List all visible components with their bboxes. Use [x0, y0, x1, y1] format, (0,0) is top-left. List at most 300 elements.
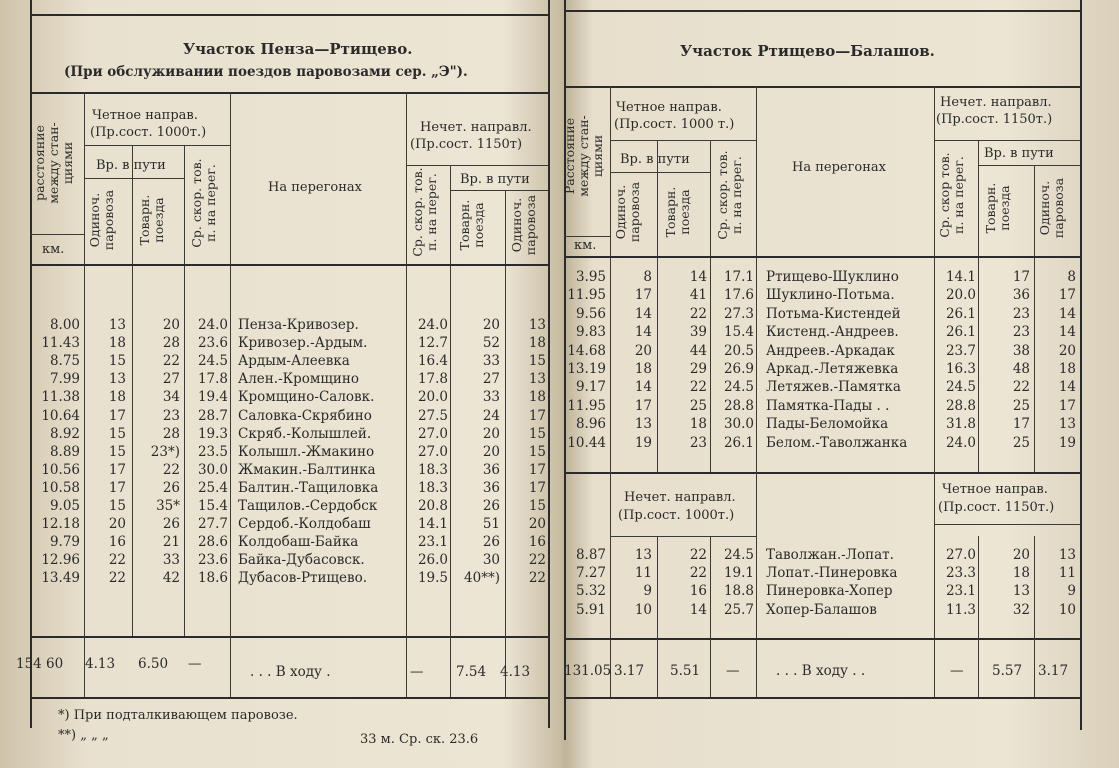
- freight-time-cell: 22: [689, 547, 707, 563]
- odd-speed-cell: 23.1: [417, 534, 448, 551]
- travel-time-header: Вр. в пути: [620, 152, 690, 167]
- freight-time-cell: 28: [162, 335, 180, 352]
- bottom-rule: [30, 697, 550, 699]
- freight-time-cell: 34: [162, 389, 180, 406]
- odd-freight-cell: 26: [482, 534, 500, 551]
- odd-speed-cell: 16.3: [945, 361, 976, 377]
- avg-speed-cell: 17.1: [723, 269, 754, 285]
- odd-speed-cell: 18.3: [417, 479, 448, 496]
- section-title: Участок Ртищево—Балашов.: [680, 42, 935, 60]
- odd-single-cell: 17: [1058, 287, 1076, 304]
- odd-single-cell: 15: [528, 425, 546, 442]
- section-title: Участок Пенза—Ртищево.: [183, 40, 413, 58]
- top-rule: [564, 10, 1082, 12]
- odd-speed-cell: 11.3: [945, 601, 976, 618]
- stretch-name-cell: Скряб.-Колышлей.: [238, 425, 372, 442]
- freight-time-cell: 23*): [150, 443, 180, 460]
- freight-header: Товарн. поезда: [663, 186, 692, 238]
- avg-speed-cell: 30.0: [197, 461, 228, 478]
- single-time-cell: 19: [634, 434, 652, 451]
- distance-cell: 11.38: [41, 389, 80, 406]
- stretch-name-cell: Дубасов-Ртищево.: [238, 570, 368, 587]
- single-time-cell: 17: [108, 479, 126, 496]
- freight-time-cell: 29: [689, 361, 707, 377]
- stretch-name-cell: Летяжев.-Памятка: [766, 379, 901, 396]
- col-divider: [184, 145, 185, 637]
- single-time-cell: 14: [634, 305, 652, 322]
- freight-time-cell: 33: [162, 552, 180, 569]
- total-distance: 154 60: [16, 656, 64, 672]
- odd-freight-cell: 33: [482, 389, 500, 406]
- odd-direction-header-2: Нечет. направл.: [624, 490, 736, 505]
- col-divider: [978, 140, 979, 472]
- col-divider: [756, 472, 757, 698]
- odd-freight-cell: 25: [1012, 397, 1030, 414]
- odd-speed-cell: 28.8: [945, 397, 976, 414]
- single-time-cell: 11: [634, 565, 652, 582]
- odd-freight-cell: 20: [482, 443, 500, 460]
- odd-composition-header-2: (Пр.сост. 1000т.): [618, 508, 735, 523]
- stretch-name-cell: Колышл.-Жмакино: [238, 443, 375, 460]
- avg-speed-cell: 26.9: [723, 361, 754, 377]
- avg-speed-cell: 28.8: [723, 397, 754, 414]
- odd-avg-speed-header: Ср. скор. тов. п. на перег.: [410, 167, 439, 257]
- total-speed: —: [726, 663, 740, 679]
- col-divider: [1034, 165, 1035, 472]
- header-rule: [84, 145, 230, 146]
- single-time-cell: 13: [634, 416, 652, 433]
- odd-freight-cell: 36: [1012, 287, 1030, 304]
- odd-speed-cell: 12.7: [417, 335, 448, 352]
- odd-speed-cell: 20.0: [417, 389, 448, 406]
- freight-time-cell: 21: [162, 534, 180, 551]
- right-page: [560, 0, 1119, 768]
- avg-speed-cell: 15.4: [197, 498, 228, 514]
- odd-freight-header: Товарн. поезда: [457, 199, 486, 251]
- stretch-name-cell: Ртищево-Шуклино: [766, 269, 899, 285]
- odd-speed-cell: 31.8: [945, 416, 976, 433]
- odd-speed-cell: 27.5: [417, 407, 448, 424]
- odd-travel-time-header: Вр. в пути: [984, 146, 1054, 161]
- even-composition-header: (Пр.сост. 1000т.): [90, 125, 207, 140]
- km-header: км.: [42, 242, 65, 257]
- avg-speed-cell: 24.0: [197, 317, 228, 333]
- odd-single-cell: 13: [528, 317, 546, 333]
- avg-speed-cell: 25.4: [197, 479, 228, 496]
- odd-freight-cell: 30: [482, 552, 500, 569]
- table-top-rule: [30, 92, 550, 94]
- single-time-cell: 17: [634, 397, 652, 414]
- odd-single-header: Одиноч. паровоза: [1037, 177, 1066, 239]
- odd-freight-cell: 20: [482, 425, 500, 442]
- stretch-name-cell: Ален.-Кромщино: [238, 371, 360, 388]
- odd-single-cell: 14: [1058, 305, 1076, 322]
- distance-cell: 9.79: [49, 534, 80, 551]
- total-freight: 6.50: [138, 656, 169, 672]
- odd-freight-cell: 52: [482, 335, 500, 352]
- stretch-name-cell: Ардым-Алеевка: [238, 353, 350, 370]
- stretch-name-cell: Андреев.-Аркадак: [766, 342, 895, 359]
- odd-single-cell: 15: [528, 443, 546, 460]
- odd-freight-cell: 25: [1012, 434, 1030, 451]
- stretch-name-cell: Таволжан.-Лопат.: [766, 547, 894, 563]
- distance-cell: 11.95: [567, 397, 606, 414]
- avg-speed-cell: 24.5: [197, 353, 228, 370]
- avg-speed-cell: 17.6: [723, 287, 754, 304]
- avg-speed-cell: 25.7: [723, 601, 754, 618]
- freight-time-cell: 39: [689, 324, 707, 341]
- odd-single-cell: 9: [1067, 583, 1076, 600]
- single-time-cell: 15: [108, 353, 126, 370]
- total-odd-freight: 7.54: [456, 664, 487, 680]
- stretch-name-cell: Памятка-Пады . .: [766, 397, 890, 414]
- col-divider: [710, 536, 711, 638]
- avg-speed-cell: 28.7: [197, 407, 228, 424]
- single-time-cell: 15: [108, 425, 126, 442]
- footnote-2: **) „ „ „: [58, 728, 109, 743]
- odd-freight-cell: 40**): [464, 570, 500, 587]
- total-odd-freight: 5.57: [992, 663, 1023, 679]
- avg-speed-cell: 27.7: [197, 516, 228, 533]
- stretch-name-cell: Хопер-Балашов: [766, 601, 877, 618]
- even-composition-header-2: (Пр.сост. 1150т.): [938, 500, 1055, 515]
- odd-speed-cell: 14.1: [945, 269, 976, 285]
- avg-speed-header: Ср. скор. тов. п. на перег.: [715, 150, 744, 240]
- odd-speed-cell: 17.8: [417, 371, 448, 388]
- odd-freight-cell: 20: [482, 317, 500, 333]
- freight-time-cell: 25: [689, 397, 707, 414]
- odd-freight-cell: 33: [482, 353, 500, 370]
- bottom-rule: [564, 697, 1082, 699]
- header-rule: [450, 190, 548, 191]
- col-divider: [657, 140, 658, 472]
- odd-single-cell: 20: [1058, 342, 1076, 359]
- stretch-name-cell: Аркад.-Летяжевка: [766, 361, 899, 377]
- col-divider: [450, 165, 451, 637]
- col-divider: [1034, 638, 1035, 698]
- total-freight: 5.51: [670, 663, 701, 679]
- avg-speed-cell: 28.6: [197, 534, 228, 551]
- col-divider: [978, 536, 979, 638]
- odd-single-cell: 20: [528, 516, 546, 533]
- odd-single-header: Одиноч. паровоза: [509, 194, 538, 256]
- avg-speed-cell: 19.1: [723, 565, 754, 582]
- odd-speed-cell: 20.0: [945, 287, 976, 304]
- distance-cell: 5.91: [575, 601, 606, 618]
- odd-single-cell: 15: [528, 498, 546, 514]
- col-divider: [1034, 536, 1035, 638]
- header-rule: [934, 524, 1080, 525]
- distance-cell: 9.83: [575, 324, 606, 341]
- even-composition-header: (Пр.сост. 1000 т.): [614, 117, 735, 132]
- distance-cell: 12.18: [41, 516, 80, 533]
- avg-speed-cell: 24.5: [723, 379, 754, 396]
- left-page-border-right: [548, 0, 550, 728]
- col-divider: [132, 145, 133, 637]
- odd-speed-cell: 24.0: [417, 317, 448, 333]
- avg-speed-cell: 15.4: [723, 324, 754, 341]
- footnote-1: *) При подталкивающем паровозе.: [58, 708, 298, 723]
- top-rule: [30, 14, 550, 16]
- avg-speed-header: Ср. скор. тов. п. на перег.: [189, 158, 218, 248]
- distance-cell: 8.87: [575, 547, 606, 563]
- stretch-name-cell: Пенза-Кривозер.: [238, 317, 359, 333]
- odd-freight-cell: 48: [1012, 361, 1030, 377]
- total-stretch-label: . . . В ходу .: [250, 664, 331, 680]
- single-time-cell: 14: [634, 324, 652, 341]
- total-top-rule: [564, 638, 1082, 640]
- total-single: 4.13: [85, 656, 116, 672]
- header-rule: [610, 172, 710, 173]
- left-page: [0, 0, 556, 768]
- avg-speed-cell: 23.5: [197, 443, 228, 460]
- distance-cell: 11.95: [567, 287, 606, 304]
- odd-single-cell: 15: [528, 353, 546, 370]
- odd-speed-cell: 24.0: [945, 434, 976, 451]
- avg-speed-cell: 18.8: [723, 583, 754, 600]
- odd-single-cell: 17: [528, 479, 546, 496]
- odd-single-cell: 17: [528, 407, 546, 424]
- odd-freight-header: Товарн. поезда: [983, 182, 1012, 234]
- col-divider: [710, 140, 711, 472]
- odd-speed-cell: 24.5: [945, 379, 976, 396]
- single-time-cell: 9: [643, 583, 652, 600]
- total-top-rule: [30, 636, 550, 638]
- freight-time-cell: 27: [162, 371, 180, 388]
- single-time-cell: 18: [108, 389, 126, 406]
- avg-speed-cell: 26.1: [723, 434, 754, 451]
- freight-time-cell: 22: [162, 461, 180, 478]
- single-time-cell: 13: [634, 547, 652, 563]
- avg-speed-cell: 27.3: [723, 305, 754, 322]
- freight-time-cell: 22: [689, 379, 707, 396]
- section-subtitle: (При обслуживании поездов паровозами сер. „Э").: [64, 64, 468, 80]
- even-direction-header-2: Четное направ.: [942, 482, 1048, 497]
- odd-single-cell: 22: [528, 570, 546, 587]
- odd-speed-cell: 14.1: [417, 516, 448, 533]
- stretch-name-cell: Жмакин.-Балтинка: [238, 461, 376, 478]
- odd-freight-cell: 13: [1012, 583, 1030, 600]
- stretch-name-cell: Саловка-Скрябино: [238, 407, 372, 424]
- col-divider: [710, 638, 711, 698]
- distance-cell: 9.56: [575, 305, 606, 322]
- freight-time-cell: 26: [162, 479, 180, 496]
- total-odd-speed: —: [410, 664, 424, 680]
- distance-cell: 3.95: [575, 269, 606, 285]
- odd-speed-cell: 27.0: [417, 443, 448, 460]
- distance-cell: 8.75: [49, 353, 80, 370]
- stretch-name-cell: Потьма-Кистендей: [766, 305, 901, 322]
- odd-single-cell: 13: [1058, 547, 1076, 563]
- odd-single-cell: 17: [1058, 397, 1076, 414]
- odd-freight-cell: 20: [1012, 547, 1030, 563]
- odd-freight-cell: 24: [482, 407, 500, 424]
- odd-speed-cell: 27.0: [417, 425, 448, 442]
- distance-cell: 7.99: [49, 371, 80, 388]
- distance-header: расстояние между стан- циями: [32, 122, 75, 204]
- single-header: Одиноч. паровоза: [87, 189, 116, 251]
- stretch-name-cell: Кривозер.-Ардым.: [238, 335, 368, 352]
- stretches-header: На перегонах: [268, 180, 362, 195]
- single-time-cell: 22: [108, 552, 126, 569]
- freight-time-cell: 18: [689, 416, 707, 433]
- single-time-cell: 10: [634, 601, 652, 618]
- total-stretch-label: . . . В ходу . .: [776, 663, 866, 679]
- stretch-name-cell: Кистенд.-Андреев.: [766, 324, 899, 341]
- single-time-cell: 18: [634, 361, 652, 377]
- distance-cell: 5.32: [575, 583, 606, 600]
- freight-header: Товарн. поезда: [137, 194, 166, 246]
- odd-single-cell: 18: [1058, 361, 1076, 377]
- avg-speed-cell: 23.6: [197, 552, 228, 569]
- col-divider: [406, 636, 407, 698]
- distance-cell: 8.00: [49, 317, 80, 333]
- total-distance: 131.05: [564, 663, 612, 679]
- distance-cell: 14.68: [567, 342, 606, 359]
- col-divider: [230, 636, 231, 698]
- freight-time-cell: 14: [689, 601, 707, 618]
- odd-speed-cell: 20.8: [417, 498, 448, 514]
- stretch-name-cell: Лопат.-Пинеровка: [766, 565, 898, 582]
- stretch-name-cell: Колдобаш-Байка: [238, 534, 359, 551]
- odd-freight-cell: 51: [482, 516, 500, 533]
- distance-cell: 10.44: [567, 434, 606, 451]
- odd-freight-cell: 17: [1012, 269, 1030, 285]
- total-odd-speed: —: [950, 663, 964, 679]
- even-direction-header: Четное направ.: [616, 100, 722, 115]
- freight-time-cell: 23: [689, 434, 707, 451]
- odd-freight-cell: 32: [1012, 601, 1030, 618]
- freight-time-cell: 42: [162, 570, 180, 587]
- stretch-name-cell: Кромщино-Саловк.: [238, 389, 375, 406]
- single-time-cell: 22: [108, 570, 126, 587]
- odd-single-cell: 13: [1058, 416, 1076, 433]
- distance-cell: 7.27: [575, 565, 606, 582]
- odd-freight-cell: 38: [1012, 342, 1030, 359]
- odd-freight-cell: 27: [482, 371, 500, 388]
- distance-cell: 13.49: [41, 570, 80, 587]
- single-header: Одиноч. паровоза: [613, 181, 642, 243]
- odd-single-cell: 14: [1058, 379, 1076, 396]
- odd-freight-cell: 36: [482, 461, 500, 478]
- col-divider: [450, 636, 451, 698]
- distance-cell: 8.96: [575, 416, 606, 433]
- odd-speed-cell: 16.4: [417, 353, 448, 370]
- right-page-border-right: [1080, 0, 1082, 730]
- col-divider: [934, 86, 935, 472]
- total-odd-single: 4.13: [500, 664, 531, 680]
- header-rule: [84, 178, 184, 179]
- distance-cell: 8.92: [49, 425, 80, 442]
- footnote-2-tail: 33 м. Ср. ск. 23.6: [360, 732, 479, 747]
- stretch-name-cell: Байка-Дубасовск.: [238, 552, 365, 569]
- odd-single-cell: 22: [528, 552, 546, 569]
- single-time-cell: 15: [108, 443, 126, 460]
- odd-single-cell: 16: [528, 534, 546, 551]
- freight-time-cell: 26: [162, 516, 180, 533]
- odd-composition-header: (Пр.сост. 1150т.): [936, 112, 1053, 127]
- travel-time-header: Вр. в пути: [96, 158, 166, 173]
- odd-freight-cell: 17: [1012, 416, 1030, 433]
- avg-speed-cell: 18.6: [197, 570, 228, 587]
- distance-cell: 10.64: [41, 407, 80, 424]
- col-divider: [84, 92, 85, 637]
- single-time-cell: 17: [634, 287, 652, 304]
- avg-speed-cell: 19.4: [197, 389, 228, 406]
- freight-time-cell: 23: [162, 407, 180, 424]
- avg-speed-cell: 19.3: [197, 425, 228, 442]
- avg-speed-cell: 24.5: [723, 547, 754, 563]
- single-time-cell: 18: [108, 335, 126, 352]
- stretch-name-cell: Белом.-Таволжанка: [766, 434, 908, 451]
- odd-single-cell: 19: [1058, 434, 1076, 451]
- total-single: 3.17: [614, 663, 645, 679]
- single-time-cell: 13: [108, 371, 126, 388]
- single-time-cell: 14: [634, 379, 652, 396]
- header-rule: [610, 536, 756, 537]
- col-divider: [406, 92, 407, 637]
- subtable-top-rule: [564, 472, 1082, 474]
- stretch-name-cell: Пинеровка-Хопер: [766, 583, 893, 600]
- odd-travel-time-header: Вр. в пути: [460, 172, 530, 187]
- odd-single-cell: 10: [1058, 601, 1076, 618]
- odd-freight-cell: 26: [482, 498, 500, 514]
- single-time-cell: 8: [643, 269, 652, 285]
- distance-cell: 10.56: [41, 461, 80, 478]
- avg-speed-cell: 23.6: [197, 335, 228, 352]
- single-time-cell: 13: [108, 317, 126, 333]
- distance-cell: 12.96: [41, 552, 80, 569]
- distance-cell: 9.17: [575, 379, 606, 396]
- odd-freight-cell: 23: [1012, 305, 1030, 322]
- table-top-rule: [564, 86, 1082, 88]
- avg-speed-cell: 17.8: [197, 371, 228, 388]
- odd-single-cell: 8: [1067, 269, 1076, 285]
- odd-freight-cell: 22: [1012, 379, 1030, 396]
- freight-time-cell: 14: [689, 269, 707, 285]
- freight-time-cell: 20: [162, 317, 180, 333]
- odd-single-cell: 18: [528, 389, 546, 406]
- col-divider: [230, 92, 231, 637]
- avg-speed-cell: 20.5: [723, 342, 754, 359]
- single-time-cell: 20: [108, 516, 126, 533]
- single-time-cell: 17: [108, 407, 126, 424]
- odd-single-cell: 11: [1058, 565, 1076, 582]
- stretch-name-cell: Пады-Беломойка: [766, 416, 889, 433]
- freight-time-cell: 28: [162, 425, 180, 442]
- col-divider: [610, 86, 611, 472]
- odd-single-cell: 14: [1058, 324, 1076, 341]
- col-divider: [978, 638, 979, 698]
- freight-time-cell: 16: [689, 583, 707, 600]
- odd-single-cell: 17: [528, 461, 546, 478]
- header-rule: [564, 236, 610, 237]
- odd-speed-cell: 26.1: [945, 324, 976, 341]
- total-odd-single: 3.17: [1038, 663, 1069, 679]
- even-direction-header: Четное направ.: [92, 108, 198, 123]
- odd-single-cell: 18: [528, 335, 546, 352]
- stretch-name-cell: Балтин.-Тащиловка: [238, 479, 379, 496]
- avg-speed-cell: 30.0: [723, 416, 754, 433]
- odd-speed-cell: 19.5: [417, 570, 448, 587]
- odd-speed-cell: 27.0: [945, 547, 976, 563]
- distance-cell: 8.89: [49, 443, 80, 460]
- col-divider: [657, 536, 658, 638]
- km-header: км.: [574, 238, 597, 253]
- freight-time-cell: 22: [689, 305, 707, 322]
- single-time-cell: 16: [108, 534, 126, 551]
- stretches-header: На перегонах: [792, 160, 886, 175]
